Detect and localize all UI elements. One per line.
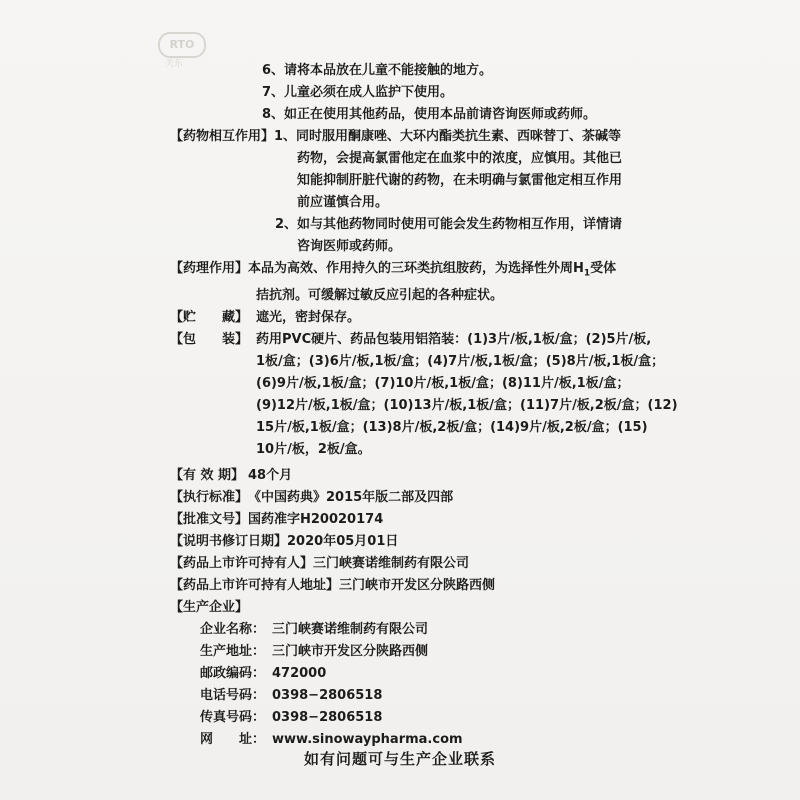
approval-label: 【批准文号】: [170, 511, 249, 527]
interactions-item2-line1: 2、如与其他药物同时使用可能会发生药物相互作用，详情请: [275, 217, 623, 232]
manufacturer-phone-row: [170, 685, 650, 707]
standard-text: 《中国药典》2015年版二部及四部: [248, 489, 454, 505]
package-section: [170, 329, 650, 351]
package-label: 【包 装】: [170, 331, 249, 347]
holder-address-text: 三门峡市开发区分陕路西侧: [339, 577, 496, 593]
manufacturer-address-value: 三门峡市开发区分陕路西侧: [272, 643, 429, 659]
revision-text: 2020年05月01日: [287, 533, 399, 549]
package-line5: 15片/板,1板/盒；(13)8片/板,2板/盒；(14)9片/板,2板/盒；(15): [256, 419, 648, 435]
manufacturer-phone-value: 0398−2806518: [272, 687, 383, 703]
package-line3: (6)9片/板,1板/盒；(7)10片/板,1板/盒；(8)11片/板,1板/盒；: [256, 375, 630, 391]
pharmacology-label: 【药理作用】: [170, 261, 249, 276]
precaution-item-8: 8、如正在使用其他药品，使用本品前请咨询医师或药师。: [262, 107, 597, 122]
manufacturer-label: 【生产企业】: [170, 599, 249, 615]
brand-logo-subtext: 关东: [165, 59, 184, 69]
contact-footer: 如有问题可与生产企业联系: [303, 750, 496, 768]
manufacturer-fax-row: [170, 707, 650, 729]
storage-label: 【贮 藏】: [170, 309, 249, 325]
revision-section: [170, 531, 650, 553]
storage-text: 遮光，密封保存。: [256, 309, 361, 325]
pharmacology-line1: 本品为高效、作用持久的三环类抗组胺药，为选择性外周H: [248, 261, 584, 276]
interactions-item1-line2: 药物，会提高氯雷他定在血浆中的浓度，应慎用。其他已: [297, 151, 623, 166]
holder-address-label: 【药品上市许可持有人地址】: [170, 577, 340, 593]
validity-label: 【有 效 期】: [170, 467, 245, 483]
package-line4: (9)12片/板,1板/盒；(10)13片/板,1板/盒；(11)7片/板,2板/盒；(12): [256, 397, 678, 413]
interactions-section: [170, 126, 650, 148]
standard-section: [170, 487, 650, 509]
leaflet-content: [170, 60, 678, 751]
storage-section: [170, 307, 650, 329]
manufacturer-fax-value: 0398−2806518: [272, 709, 383, 725]
standard-label: 【执行标准】: [170, 489, 249, 505]
manufacturer-postcode-key: 邮政编码：: [200, 665, 266, 681]
manufacturer-name-row: [170, 619, 650, 641]
interactions-item1-line1: 1、同时服用酮康唑、大环内酯类抗生素、西咪替丁、茶碱等: [274, 129, 622, 144]
manufacturer-section: [170, 597, 650, 619]
manufacturer-name-value: 三门峡赛诺维制药有限公司: [272, 621, 429, 637]
package-line2: 1板/盒；(3)6片/板,1板/盒；(4)7片/板,1板/盒；(5)8片/板,1板/盒；: [256, 353, 665, 369]
interactions-item1-line3: 知能抑制肝脏代谢的药物，在未明确与氯雷他定相互作用: [297, 173, 623, 188]
holder-address-section: [170, 575, 650, 597]
interactions-label: 【药物相互作用】: [170, 129, 275, 144]
interactions-item1-line4: 前应谨慎合用。: [297, 195, 389, 210]
package-line1: 药用PVC硬片、药品包装用铝箔装：(1)3片/板,1板/盒；(2)5片/板,: [256, 331, 652, 347]
manufacturer-fax-key: 传真号码：: [200, 709, 266, 725]
approval-text: 国药准字H20020174: [248, 511, 384, 527]
manufacturer-postcode-value: 472000: [272, 665, 327, 681]
interactions-item2-line2: 咨询医师或药师。: [297, 239, 402, 254]
brand-logo: RTO: [158, 32, 206, 58]
holder-label: 【药品上市许可持有人】: [170, 555, 314, 571]
pharmacology-h1-subscript: 1: [583, 268, 591, 279]
manufacturer-address-row: [170, 641, 650, 663]
approval-section: [170, 509, 650, 531]
manufacturer-website-key: 网 址：: [200, 731, 266, 747]
pharmacology-line2: 拮抗剂。可缓解过敏反应引起的各种症状。: [256, 287, 504, 303]
pharmacology-section: [170, 258, 650, 285]
manufacturer-website-value: www.sinowaypharma.com: [272, 731, 463, 747]
manufacturer-name-key: 企业名称：: [200, 621, 266, 637]
manufacturer-address-key: 生产地址：: [200, 643, 266, 659]
package-line6: 10片/板，2板/盒。: [256, 441, 371, 457]
manufacturer-postcode-row: [170, 663, 650, 685]
precaution-item-6: 6、请将本品放在儿童不能接触的地方。: [262, 63, 493, 78]
holder-section: [170, 553, 650, 575]
holder-text: 三门峡赛诺维制药有限公司: [313, 555, 470, 571]
validity-section: [170, 465, 650, 487]
validity-text: 48个月: [248, 467, 293, 483]
manufacturer-phone-key: 电话号码：: [200, 687, 266, 703]
precaution-item-7: 7、儿童必须在成人监护下使用。: [262, 85, 454, 100]
pharmacology-line1-tail: 受体: [590, 261, 617, 276]
revision-label: 【说明书修订日期】: [170, 533, 288, 549]
